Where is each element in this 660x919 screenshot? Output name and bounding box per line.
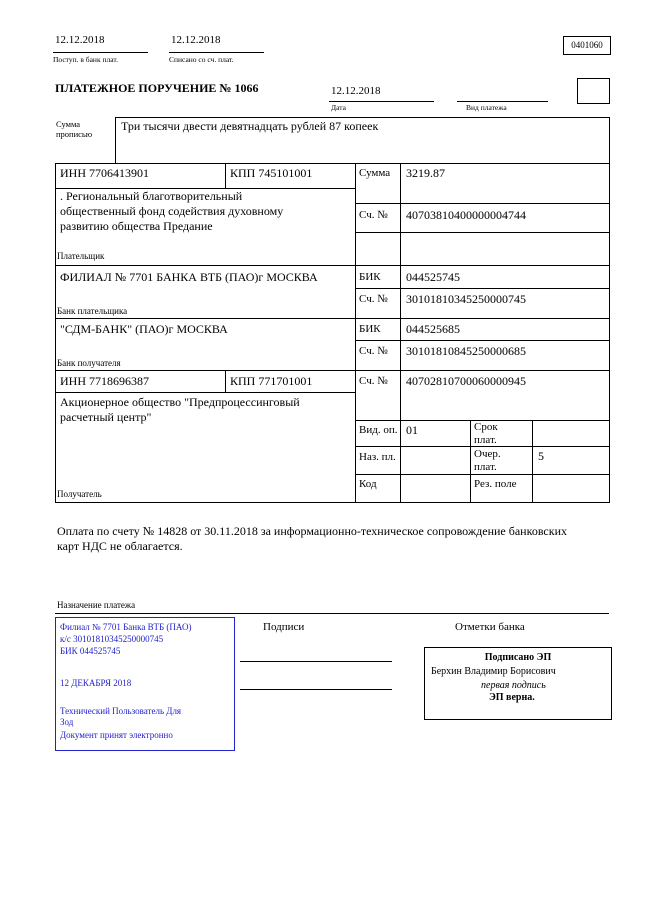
- payee-account-label: Сч. №: [359, 375, 388, 387]
- payee-inn-row-border: [55, 392, 355, 393]
- payee-bank-account: 30101810845250000685: [406, 344, 526, 358]
- date-underline: [329, 101, 434, 102]
- debited-date-underline: [169, 52, 264, 53]
- amount-label: Сумма: [359, 167, 391, 179]
- document-date: 12.12.2018: [331, 85, 381, 97]
- pay-term-label: Срок плат.: [474, 421, 498, 446]
- amount-words-divider: [115, 117, 116, 163]
- op-type-value: 01: [406, 423, 418, 437]
- payment-kind-box: [577, 78, 610, 104]
- payee-bank-bik: 044525685: [406, 322, 460, 336]
- stamp-user: Технический Пользователь Для Зод: [60, 706, 182, 727]
- signature-line-2: [240, 689, 392, 690]
- op-type-label: Вид. оп.: [359, 424, 398, 436]
- payee-bank-name: "СДМ-БАНК" (ПАО)г МОСКВА: [60, 322, 228, 336]
- payee-bank-bik-row-border: [355, 340, 609, 341]
- payer-bank-account: 30101810345250000745: [406, 292, 526, 306]
- amount-value: 3219.87: [406, 166, 445, 180]
- received-date-label: Поступ. в банк плат.: [53, 55, 118, 64]
- payer-inn-kpp-divider: [225, 163, 226, 188]
- payee-name: Акционерное общество "Предпроцессинговый расчетный центр": [60, 395, 300, 424]
- amount-words-top-border: [115, 117, 609, 118]
- table-bottom-border: [55, 502, 610, 503]
- payee-inn: ИНН 7718696387: [60, 374, 149, 388]
- payee-inn-kpp-divider: [225, 370, 226, 392]
- date-label: Дата: [331, 103, 346, 112]
- purpose-section-border: [55, 613, 609, 614]
- payee-section-label: Получатель: [57, 489, 102, 499]
- pay-order-label: Очер. плат.: [474, 448, 501, 473]
- stamp-bik: БИК 044525745: [60, 646, 121, 656]
- payer-inn: ИНН 7706413901: [60, 166, 149, 180]
- payer-bank-section-label: Банк плательщика: [57, 306, 128, 316]
- stamp-date: 12 ДЕКАБРЯ 2018: [60, 678, 132, 688]
- debited-date: 12.12.2018: [171, 34, 221, 46]
- table-main-divider: [355, 163, 356, 502]
- amount-words-value: Три тысячи двести девятнадцать рублей 87 копеек: [121, 119, 379, 133]
- signature-kind: первая подпись: [481, 680, 546, 691]
- payer-bank-bik-label: БИК: [359, 271, 381, 283]
- pay-order-value: 5: [538, 449, 544, 463]
- payer-bank-bik: 044525745: [406, 270, 460, 284]
- payment-purpose-text: Оплата по счету № 14828 от 30.11.2018 за информационно-техническое сопровождение банковских карт НДС не облагается.: [57, 524, 567, 553]
- payee-bank-account-label: Сч. №: [359, 345, 388, 357]
- payee-bank-bik-label: БИК: [359, 323, 381, 335]
- subgrid-col3-divider: [532, 420, 533, 502]
- table-left-border: [55, 163, 56, 502]
- document-title: ПЛАТЕЖНОЕ ПОРУЧЕНИЕ № 1066: [55, 81, 259, 95]
- subgrid-col2-divider: [470, 420, 471, 502]
- payer-account: 40703810400000004744: [406, 208, 526, 222]
- payee-bank-section-border: [55, 370, 609, 371]
- debited-date-label: Списано со сч. плат.: [169, 55, 234, 64]
- stamp-corr-account: к/с 30101810345250000745: [60, 634, 164, 644]
- amount-words-label: Сумма прописью: [56, 119, 93, 139]
- signatures-label: Подписи: [263, 621, 305, 633]
- signature-line-1: [240, 661, 392, 662]
- payer-account-row-border: [355, 232, 609, 233]
- table-top-border: [55, 163, 609, 164]
- code-label: Код: [359, 478, 377, 490]
- form-code-box: 0401060: [563, 36, 611, 55]
- stamp-note: Документ принят электронно: [60, 730, 173, 740]
- payer-bank-account-label: Сч. №: [359, 293, 388, 305]
- subgrid-row2-border: [355, 474, 609, 475]
- amount-row-border: [355, 203, 609, 204]
- bank-marks-label: Отметки банка: [455, 621, 525, 633]
- received-date: 12.12.2018: [55, 34, 105, 46]
- payment-purpose-label: Назначение платежа: [57, 600, 136, 610]
- reserve-field-label: Рез. поле: [474, 478, 517, 490]
- payee-kpp: КПП 771701001: [230, 374, 313, 388]
- payee-bank-section-label: Банк получателя: [57, 358, 121, 368]
- signer-name: Берхин Владимир Борисович: [431, 666, 556, 677]
- payer-bank-section-border: [55, 318, 609, 319]
- payment-kind-label: Вид платежа: [466, 103, 507, 112]
- table-right-border: [609, 117, 610, 502]
- signed-ep-title: Подписано ЭП: [484, 652, 552, 663]
- payer-bank-name: ФИЛИАЛ № 7701 БАНКА ВТБ (ПАО)г МОСКВА: [60, 270, 318, 284]
- bank-electronic-stamp: [55, 617, 235, 751]
- payer-bank-bik-row-border: [355, 288, 609, 289]
- payer-section-label: Плательщик: [57, 251, 105, 261]
- stamp-bank-name: Филиал № 7701 Банка ВТБ (ПАО): [60, 622, 192, 632]
- received-date-underline: [53, 52, 148, 53]
- payer-section-border: [55, 265, 609, 266]
- signature-verified: ЭП верна.: [489, 692, 535, 703]
- payee-account: 40702810700060000945: [406, 374, 526, 388]
- payment-kind-underline: [457, 101, 548, 102]
- table-label-column-divider: [400, 163, 401, 502]
- payer-name: . Региональный благотворительный общественный фонд содействия духовному развитию общества Предание: [60, 189, 284, 233]
- payer-kpp: КПП 745101001: [230, 166, 313, 180]
- signature-stamp-box: [424, 647, 612, 720]
- purpose-code-label: Наз. пл.: [359, 451, 396, 463]
- payer-account-label: Сч. №: [359, 209, 388, 221]
